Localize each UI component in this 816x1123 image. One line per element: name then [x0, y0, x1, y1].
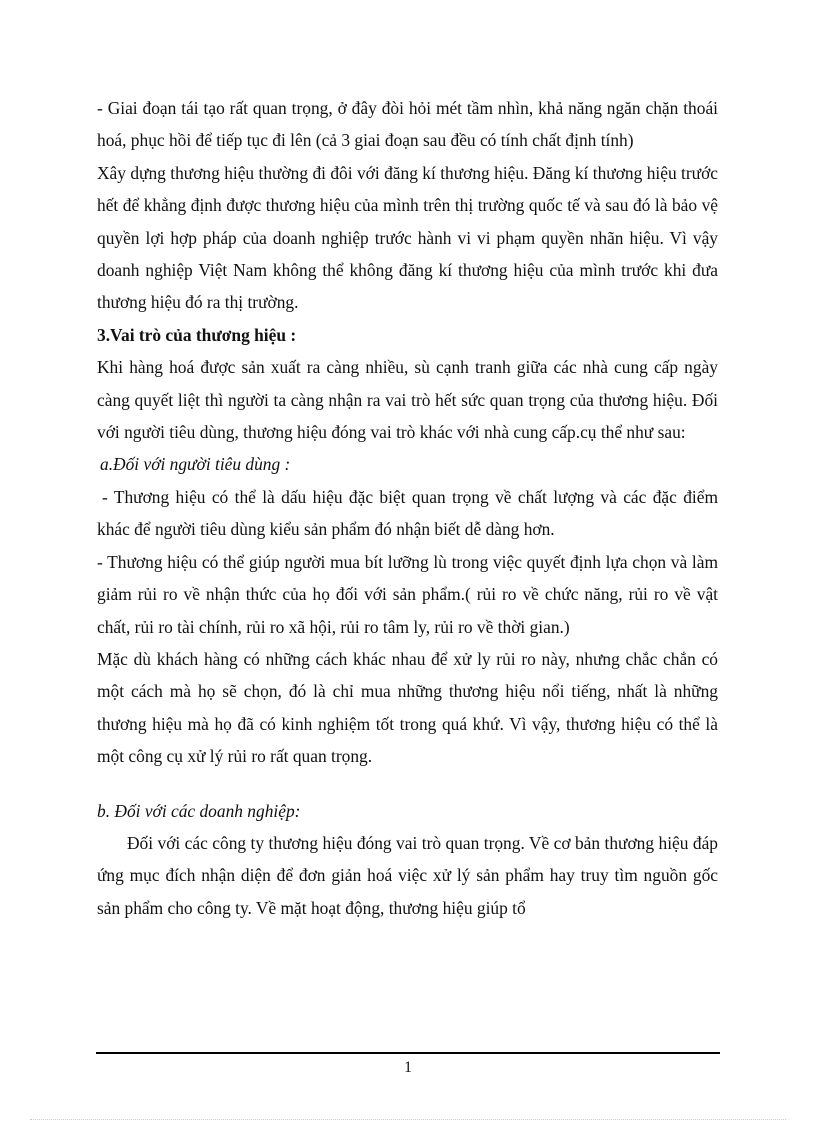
section-heading-brand-role: 3.Vai trò của thương hiệu : — [97, 324, 297, 345]
paragraph-risk-handling: Mặc dù khách hàng có những cách khác nhau để xử ly rủi ro này, nhưng chắc chắn có một cách mà họ sẽ chọn, đó là chỉ mua những thương hiệu nổi tiếng, nhất là những thương hiệu mà họ đã có kinh nghiệm tốt trong quá khứ. Vì vậy, thương hiệu có thể là một công cụ xử lý rủi ro rất quan trọng. — [97, 648, 718, 767]
paragraph-brand-importance: Khi hàng hoá được sản xuất ra càng nhiều, sù cạnh tranh giữa các nhà cung cấp ngày càng quyết liệt thì người ta càng nhận ra vai trò hết sức quan trọng của thương hiệu. Đối với người tiêu dùng, thương hiệu đóng vai trò khác với nhà cung cấp.cụ thể như sau: — [97, 357, 718, 443]
footer-divider — [96, 1052, 720, 1054]
paragraph-business-role: Đối với các công ty thương hiệu đóng vai trò quan trọng. Về cơ bản thương hiệu đáp ứng mục đích nhận diện để đơn giản hoá việc xử lý sản phẩm hay truy tìm nguồn gốc sản phẩm cho công ty. Về mặt hoạt động, thương hiệu giúp tổ — [97, 832, 718, 918]
paragraph-gap — [97, 773, 718, 795]
paragraph-brand-registration: Xây dựng thương hiệu thường đi đôi với đăng kí thương hiệu. Đăng kí thương hiệu trước hết để khẳng định được thương hiệu của mình trên thị trường quốc tế và sau đó là bảo vệ quyền lợi hợp pháp của doanh nghiệp trước hành vi vi phạm quyền nhãn hiệu. Vì vậy doanh nghiệp Việt Nam không thể không đăng kí thương hiệu của mình trước khi đưa thương hiệu đó ra thị trường. — [97, 162, 718, 313]
subheading-consumers: a.Đối với người tiêu dùng : — [100, 454, 291, 475]
paragraph-risk-reduction: - Thương hiệu có thể giúp người mua bít lưỡng lù trong việc quyết định lựa chọn và làm giảm rủi ro về nhận thức của họ đối với sản phẩm.( rủi ro về chức năng, rủi ro về vật chất, rủi ro tài chính, rủi ro xã hội, rủi ro tâm ly, rủi ro về thời gian.) — [97, 551, 718, 637]
document-page — [97, 92, 718, 924]
page-edge-dotted-line — [30, 1119, 786, 1120]
paragraph-quality-signal: - Thương hiệu có thể là dấu hiệu đặc biệt quan trọng về chất lượng và các đặc điểm khác để người tiêu dùng kiểu sản phẩm đó nhận biết dễ dàng hơn. — [97, 486, 718, 540]
subheading-businesses: b. Đối với các doanh nghiệp: — [97, 800, 301, 821]
page-number: 1 — [404, 1059, 412, 1076]
paragraph-regeneration-stage: - Giai đoạn tái tạo rất quan trọng, ở đây đòi hỏi mét tầm nhìn, khả năng ngăn chặn thoái hoá, phục hồi để tiếp tục đi lên (cả 3 giai đoạn sau đều có tính chất định tính) — [97, 98, 718, 151]
